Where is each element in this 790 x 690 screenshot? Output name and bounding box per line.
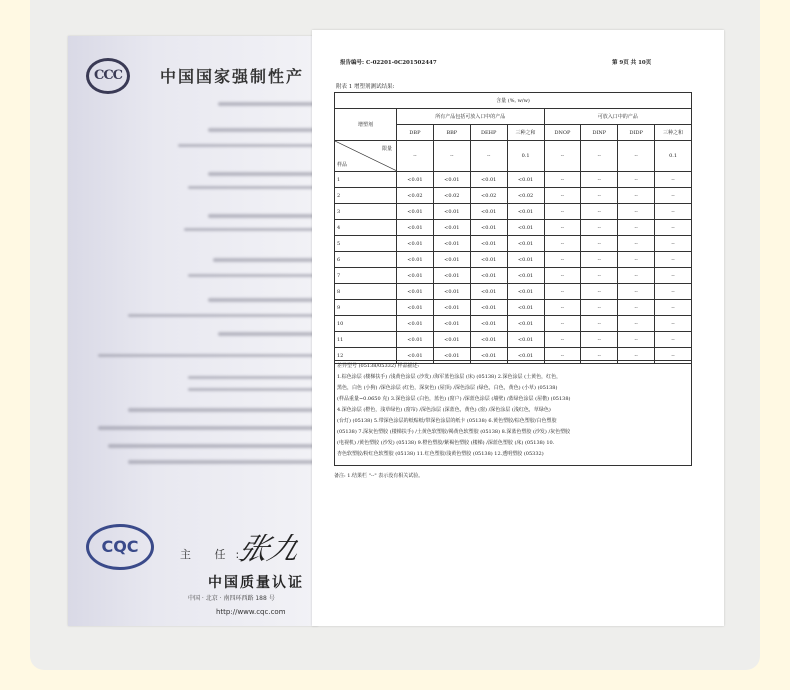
blurred-text-line [98,354,318,357]
result-cell: -- [618,220,655,236]
sample-id-cell: 4 [335,220,397,236]
sample-id-cell: 5 [335,236,397,252]
blurred-text-line [184,228,318,231]
result-cell: -- [544,220,581,236]
certificate-address: 中国 · 北京 · 南四环西路 188 号 [188,595,275,602]
result-cell: -- [655,236,692,252]
result-cell: -- [618,284,655,300]
blurred-text-line [188,376,318,379]
blurred-text-line [108,444,318,448]
table-row [335,332,692,348]
result-cell: <0.02 [433,188,470,204]
result-cell: -- [618,188,655,204]
table-row [335,252,692,268]
result-cell: <0.01 [507,348,544,364]
limit-label: 限量 [381,146,392,152]
result-cell: <0.01 [470,172,507,188]
result-cell: <0.01 [433,332,470,348]
result-cell: <0.01 [433,268,470,284]
result-cell: <0.01 [433,316,470,332]
sample-id-cell: 2 [335,188,397,204]
blurred-text-line [128,460,318,464]
column-header: 三种之和 [507,125,544,141]
result-cell: <0.01 [507,332,544,348]
result-cell: <0.01 [507,268,544,284]
table-row [335,220,692,236]
table-row [335,172,692,188]
result-cell: -- [581,348,618,364]
sample-id-cell: 11 [335,332,397,348]
result-cell: -- [544,252,581,268]
result-cell: -- [544,332,581,348]
result-cell: <0.01 [507,172,544,188]
result-cell: -- [655,300,692,316]
result-cell: <0.01 [433,204,470,220]
result-cell: <0.01 [507,220,544,236]
result-cell: <0.01 [470,300,507,316]
table-row [335,188,692,204]
blurred-text-line [98,426,318,430]
note-line: 差异型号 (05138/05332) 样品描述: [337,363,420,369]
result-cell: -- [581,300,618,316]
result-cell: <0.01 [507,316,544,332]
result-cell: -- [581,332,618,348]
table-caption: 附表 1 增塑剂测试结果: [336,84,395,90]
result-cell: <0.01 [397,268,434,284]
blurred-text-line [208,172,318,176]
result-cell: -- [618,300,655,316]
table-row [335,204,692,220]
note-line: 黑色，白色 (小狗) /深色涂层 (红色，深灰色) (屋顶) /深色涂层 (绿色，白色，黄色) (小草) (05138) [337,385,558,391]
result-cell: <0.01 [507,300,544,316]
header-group-mouth-products: 可放入口中的产品 [544,109,692,125]
blurred-text-line [218,332,318,336]
result-cell: -- [544,172,581,188]
limit-cell: -- [470,141,507,172]
result-cell: <0.01 [433,220,470,236]
result-cell: <0.01 [507,236,544,252]
limit-cell: -- [433,141,470,172]
limit-cell: -- [581,141,618,172]
cqc-seal-icon: CQC [86,524,154,570]
note-line: 4.深色涂层 (橙色，浅草绿色) (窗帘) /深色涂层 (深蓝色，黄色) (窗) /深色涂层 (浅红色，草绿色) [337,407,551,413]
sample-id-cell: 3 [335,204,397,220]
header-group-all-products: 所有产品包括可放入口中的产品 [397,109,545,125]
plasticizer-results-table [334,92,692,364]
result-cell: -- [655,252,692,268]
result-cell: <0.01 [470,332,507,348]
table-row [335,236,692,252]
result-cell: -- [618,268,655,284]
column-header: DNOP [544,125,581,141]
note-line: (样品重量~0.0650 克) 3.深色涂层 (白色，蓝色) (窗户) /深蓝色涂层 (墙壁) /蓝绿色涂层 (屋檐) (05138) [337,396,571,402]
blurred-text-line [188,186,318,189]
column-header: DEHP [470,125,507,141]
result-cell: <0.01 [470,348,507,364]
result-cell: <0.01 [470,204,507,220]
result-cell: -- [544,188,581,204]
result-cell: <0.01 [507,252,544,268]
result-cell: <0.01 [433,236,470,252]
sample-id-cell: 7 [335,268,397,284]
result-cell: -- [544,316,581,332]
result-cell: -- [618,332,655,348]
result-cell: -- [618,316,655,332]
sample-id-cell: 6 [335,252,397,268]
note-line: 杏色软塑胶/粉红色软塑胶 (05138) 11.红色塑胶/浅黄色塑胶 (05138) 12.透明塑胶 (05332) [337,451,544,457]
result-cell: <0.01 [397,220,434,236]
column-header: DIDP [618,125,655,141]
blurred-text-line [208,214,318,218]
column-header: DBP [397,125,434,141]
result-cell: <0.01 [433,348,470,364]
column-header: BBP [433,125,470,141]
column-header: DINP [581,125,618,141]
table-header-content: 含量 (%, w/w) [335,93,692,109]
blurred-text-line [208,128,318,132]
limit-cell: -- [397,141,434,172]
result-cell: -- [581,284,618,300]
result-cell: <0.01 [397,172,434,188]
blurred-text-line [188,274,318,277]
result-cell: <0.01 [397,284,434,300]
result-cell: <0.02 [507,188,544,204]
table-row [335,300,692,316]
result-cell: -- [581,188,618,204]
result-cell: -- [655,268,692,284]
result-cell: <0.01 [397,316,434,332]
sample-id-cell: 9 [335,300,397,316]
result-cell: -- [655,172,692,188]
result-cell: -- [581,172,618,188]
result-cell: -- [618,252,655,268]
result-cell: <0.01 [433,300,470,316]
result-cell: <0.02 [470,188,507,204]
result-cell: -- [544,236,581,252]
report-number: 报告编号: C-02201-0C201502447 [340,60,437,66]
director-label: 主 任: [180,548,250,561]
result-cell: -- [618,204,655,220]
ccc-certificate-image [68,36,318,626]
result-cell: <0.01 [470,236,507,252]
limit-cell: -- [618,141,655,172]
sample-id-cell: 1 [335,172,397,188]
result-cell: -- [618,348,655,364]
blurred-text-line [128,408,318,412]
result-cell: -- [544,348,581,364]
result-cell: <0.01 [397,332,434,348]
result-cell: -- [655,220,692,236]
result-cell: -- [655,284,692,300]
result-cell: <0.01 [433,284,470,300]
result-cell: -- [581,268,618,284]
result-cell: <0.01 [433,252,470,268]
result-cell: -- [655,332,692,348]
result-cell: -- [581,220,618,236]
table-row [335,284,692,300]
plasticizer-label: 增塑剂 [335,109,397,141]
blurred-text-line [128,314,318,317]
result-cell: <0.01 [507,284,544,300]
note-line: (05138) 7.深灰色塑胶 (楼梯扶手) /土黄色软塑胶/褐黄色软塑胶 (05138) 8.深蓝色塑胶 (沙发) /灰色塑胶 [337,429,571,435]
report-remark: 备注: 1.结果栏 "--" 表示没有相关试验。 [334,473,424,479]
result-cell: <0.01 [470,220,507,236]
ccc-mark-icon: CCC [86,58,130,94]
result-cell: -- [618,172,655,188]
blurred-text-line [178,144,318,147]
blurred-text-line [213,258,318,262]
result-cell: <0.01 [433,172,470,188]
result-cell: -- [655,348,692,364]
table-row [335,316,692,332]
result-cell: <0.01 [470,316,507,332]
result-cell: -- [655,188,692,204]
note-line: (台灯) (05138) 5.带深色涂层的纸贴纸/带深色涂层的纸卡 (05138) 6.黄色塑胶/棕色塑胶/白色塑胶 [337,418,557,424]
result-cell: <0.01 [470,284,507,300]
result-cell: <0.01 [470,268,507,284]
test-report-page [312,30,724,626]
table-row [335,268,692,284]
result-cell: <0.01 [397,348,434,364]
result-cell: -- [544,284,581,300]
result-cell: <0.01 [470,252,507,268]
limit-sample-header [335,141,397,172]
result-cell: <0.01 [397,204,434,220]
blurred-text-line [188,388,318,391]
report-page-number: 第 9页 共 10页 [612,60,652,66]
limit-cell: 0.1 [655,141,692,172]
result-cell: <0.02 [397,188,434,204]
result-cell: -- [581,316,618,332]
certificate-website: http://www.cqc.com [216,608,286,616]
result-cell: <0.01 [397,300,434,316]
sample-id-cell: 12 [335,348,397,364]
blurred-text-line [218,102,318,106]
result-cell: -- [544,300,581,316]
signature: 张九 [233,532,305,567]
note-line: (电视机) /黄色塑胶 (沙发) (05138) 9.橙色塑胶/紫褐色塑胶 (楼梯) /深蓝色塑胶 (床) (05138) 10. [337,440,555,446]
result-cell: -- [544,204,581,220]
result-cell: -- [581,204,618,220]
sample-id-cell: 10 [335,316,397,332]
result-cell: -- [544,268,581,284]
sample-label: 样品 [337,162,348,168]
sample-id-cell: 8 [335,284,397,300]
result-cell: -- [581,236,618,252]
certificate-title: 中国国家强制性产 [160,67,305,86]
result-cell: -- [655,316,692,332]
note-line: 1.棕色涂层 (楼梯扶手) /浅黄色涂层 (沙发) /海军蓝色涂层 (床) (05138) 2.深色涂层 (土黄色，红色， [337,374,562,380]
column-header: 三种之和 [655,125,692,141]
limit-cell: -- [544,141,581,172]
result-cell: -- [581,252,618,268]
result-cell: -- [655,204,692,220]
result-cell: <0.01 [397,236,434,252]
certificate-org: 中国质量认证 [208,575,304,591]
result-cell: -- [618,236,655,252]
result-cell: <0.01 [507,204,544,220]
limit-cell: 0.1 [507,141,544,172]
blurred-text-line [208,298,318,302]
result-cell: <0.01 [397,252,434,268]
sample-notes [334,360,692,466]
